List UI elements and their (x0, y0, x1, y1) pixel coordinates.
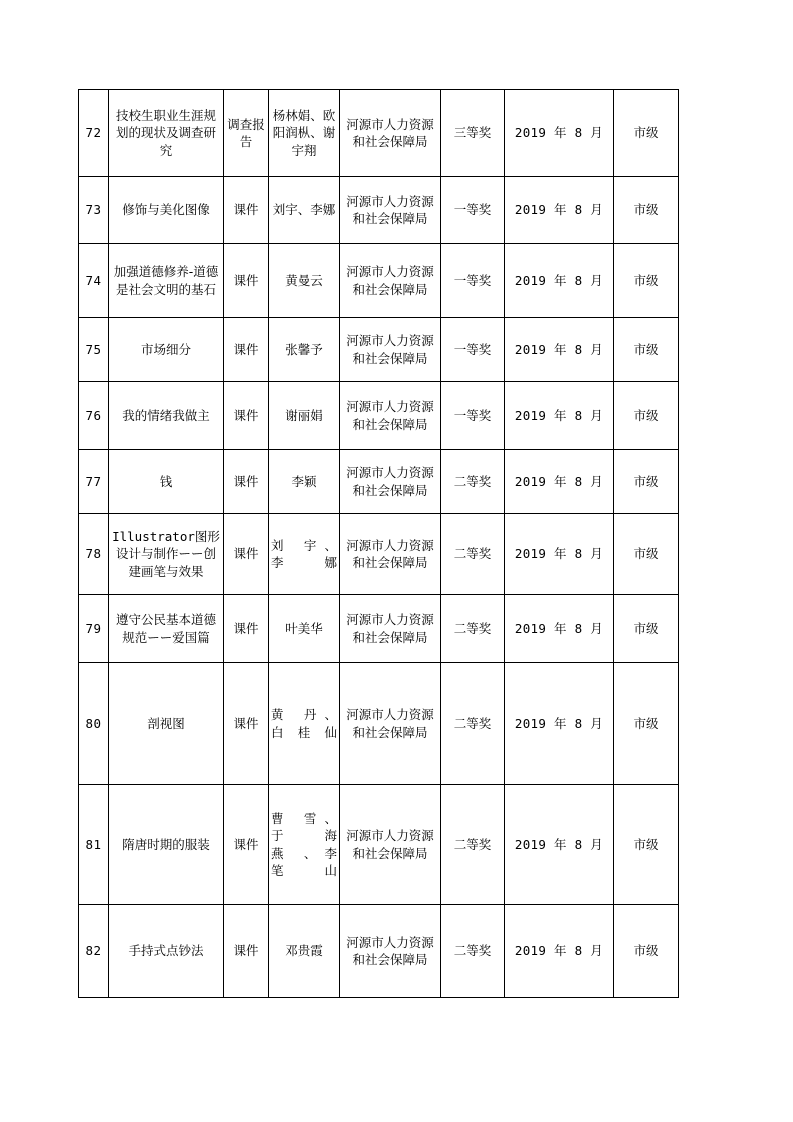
cell-work-title: 我的情绪我做主 (109, 382, 224, 450)
cell-award-rank: 一等奖 (441, 382, 505, 450)
cell-sequence-number: 81 (79, 785, 109, 905)
cell-award-rank: 一等奖 (441, 318, 505, 382)
cell-author-names: 刘宇、李娜 (269, 177, 340, 244)
cell-award-level: 市级 (614, 450, 679, 514)
cell-work-title: 修饰与美化图像 (109, 177, 224, 244)
cell-award-date: 2019 年 8 月 (505, 244, 614, 318)
table-row (79, 905, 679, 998)
cell-sequence-number: 74 (79, 244, 109, 318)
cell-work-type: 课件 (224, 595, 269, 663)
cell-author-names: 张馨予 (269, 318, 340, 382)
cell-award-rank: 二等奖 (441, 663, 505, 785)
cell-award-level: 市级 (614, 244, 679, 318)
cell-sequence-number: 78 (79, 514, 109, 595)
cell-author-names (269, 663, 340, 785)
cell-award-rank: 二等奖 (441, 905, 505, 998)
cell-author-names: 叶美华 (269, 595, 340, 663)
cell-award-rank: 二等奖 (441, 785, 505, 905)
table-row (79, 318, 679, 382)
cell-awarding-organization: 河源市人力资源和社会保障局 (340, 382, 441, 450)
cell-work-title: 钱 (109, 450, 224, 514)
cell-awarding-organization: 河源市人力资源和社会保障局 (340, 785, 441, 905)
author-line: 白桂仙 (271, 724, 337, 740)
cell-award-date: 2019 年 8 月 (505, 450, 614, 514)
cell-work-type: 课件 (224, 318, 269, 382)
cell-work-title: 技校生职业生涯规划的现状及调查研究 (109, 90, 224, 177)
cell-awarding-organization: 河源市人力资源和社会保障局 (340, 663, 441, 785)
cell-sequence-number: 79 (79, 595, 109, 663)
cell-award-date: 2019 年 8 月 (505, 318, 614, 382)
table-row (79, 785, 679, 905)
cell-awarding-organization: 河源市人力资源和社会保障局 (340, 514, 441, 595)
table-row (79, 90, 679, 177)
cell-work-title: 遵守公民基本道德规范ーー爱国篇 (109, 595, 224, 663)
cell-award-level: 市级 (614, 595, 679, 663)
cell-awarding-organization: 河源市人力资源和社会保障局 (340, 905, 441, 998)
table-row (79, 177, 679, 244)
cell-award-date: 2019 年 8 月 (505, 382, 614, 450)
cell-award-rank: 一等奖 (441, 244, 505, 318)
work-title-latin-part: Illustrator (112, 529, 195, 545)
author-line: 曹 雪、 (271, 811, 337, 826)
cell-award-rank: 二等奖 (441, 450, 505, 514)
cell-author-names: 谢丽娟 (269, 382, 340, 450)
cell-work-type: 课件 (224, 382, 269, 450)
cell-award-date: 2019 年 8 月 (505, 905, 614, 998)
cell-awarding-organization: 河源市人力资源和社会保障局 (340, 595, 441, 663)
cell-awarding-organization: 河源市人力资源和社会保障局 (340, 177, 441, 244)
cell-work-type: 调查报告 (224, 90, 269, 177)
cell-work-title: 隋唐时期的服装 (109, 785, 224, 905)
work-title-cjk-part: 图形设计与制作ーー创建画笔与效果 (115, 529, 220, 579)
cell-award-date: 2019 年 8 月 (505, 514, 614, 595)
table-row (79, 450, 679, 514)
author-line: 于海 (271, 828, 337, 844)
cell-award-rank: 二等奖 (441, 514, 505, 595)
table-row (79, 514, 679, 595)
cell-author-names (269, 785, 340, 905)
cell-author-names: 邓贵霞 (269, 905, 340, 998)
cell-awarding-organization: 河源市人力资源和社会保障局 (340, 450, 441, 514)
cell-sequence-number: 73 (79, 177, 109, 244)
cell-awarding-organization: 河源市人力资源和社会保障局 (340, 90, 441, 177)
cell-sequence-number: 77 (79, 450, 109, 514)
cell-work-type: 课件 (224, 785, 269, 905)
author-line: 黄 丹、 (271, 707, 337, 723)
cell-author-names: 李颖 (269, 450, 340, 514)
cell-awarding-organization: 河源市人力资源和社会保障局 (340, 244, 441, 318)
cell-award-level: 市级 (614, 90, 679, 177)
cell-author-names: 杨林娟、欧阳润枞、谢宇翔 (269, 90, 340, 177)
table-row (79, 663, 679, 785)
cell-sequence-number: 75 (79, 318, 109, 382)
cell-award-date: 2019 年 8 月 (505, 785, 614, 905)
cell-award-rank: 二等奖 (441, 595, 505, 663)
cell-work-title: 市场细分 (109, 318, 224, 382)
cell-author-names: 黄曼云 (269, 244, 340, 318)
cell-work-type: 课件 (224, 244, 269, 318)
cell-award-level: 市级 (614, 663, 679, 785)
cell-author-names (269, 514, 340, 595)
cell-work-title: 剖视图 (109, 663, 224, 785)
cell-work-type: 课件 (224, 177, 269, 244)
cell-award-date: 2019 年 8 月 (505, 177, 614, 244)
cell-award-date: 2019 年 8 月 (505, 90, 614, 177)
cell-award-level: 市级 (614, 382, 679, 450)
cell-sequence-number: 80 (79, 663, 109, 785)
cell-awarding-organization: 河源市人力资源和社会保障局 (340, 318, 441, 382)
cell-award-level: 市级 (614, 785, 679, 905)
table-row (79, 244, 679, 318)
cell-award-level: 市级 (614, 514, 679, 595)
cell-sequence-number: 76 (79, 382, 109, 450)
cell-award-date: 2019 年 8 月 (505, 663, 614, 785)
cell-work-title (109, 514, 224, 595)
table-row (79, 595, 679, 663)
cell-work-title: 手持式点钞法 (109, 905, 224, 998)
cell-award-level: 市级 (614, 905, 679, 998)
cell-award-level: 市级 (614, 177, 679, 244)
cell-work-type: 课件 (224, 450, 269, 514)
cell-award-rank: 一等奖 (441, 177, 505, 244)
table-body (79, 90, 679, 998)
author-line: 李 娜 (271, 555, 337, 570)
cell-award-rank: 三等奖 (441, 90, 505, 177)
author-line: 刘 宇、 (271, 537, 337, 553)
cell-award-date: 2019 年 8 月 (505, 595, 614, 663)
cell-work-type: 课件 (224, 905, 269, 998)
cell-sequence-number: 82 (79, 905, 109, 998)
table-row (79, 382, 679, 450)
cell-sequence-number: 72 (79, 90, 109, 177)
cell-work-title: 加强道德修养-道德是社会文明的基石 (109, 244, 224, 318)
cell-work-type: 课件 (224, 514, 269, 595)
author-line: 燕 、李 (271, 845, 337, 861)
award-listing-table (78, 89, 679, 998)
author-line: 笔山 (271, 862, 337, 878)
cell-award-level: 市级 (614, 318, 679, 382)
cell-work-type: 课件 (224, 663, 269, 785)
